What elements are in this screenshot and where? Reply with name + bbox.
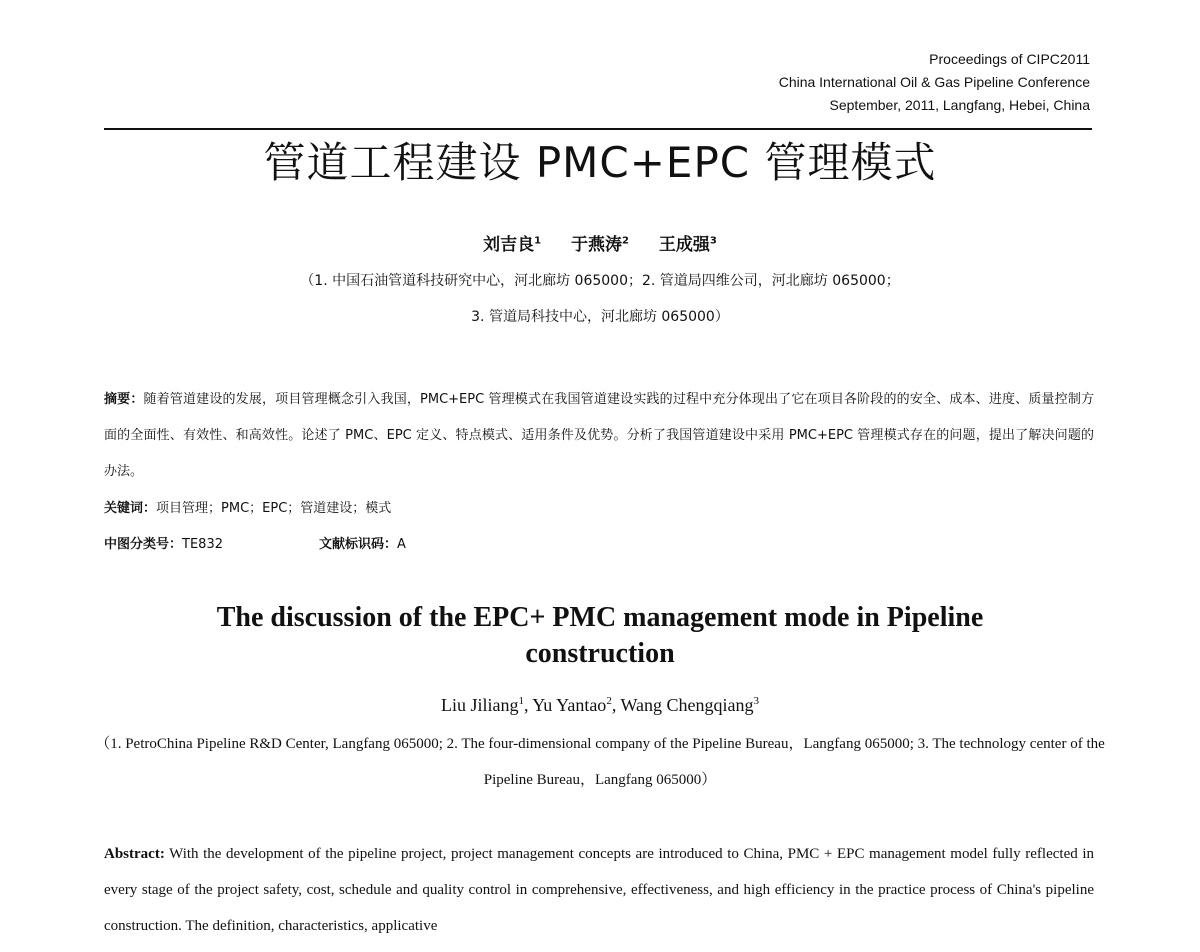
header-date-location: September, 2011, Langfang, Hebei, China <box>829 97 1090 113</box>
cn-author: 刘吉良$^1$ <box>483 234 542 255</box>
en-author: Yu Yantao$^2$, <box>532 695 621 715</box>
cn-author: 于燕涛$^2$ <box>571 234 629 255</box>
cn-affiliation-line2: 3. 管道局科技中心，河北廊坊 065000） <box>471 309 729 325</box>
cn-keywords <box>104 498 391 520</box>
header-rule <box>104 128 1092 130</box>
cn-abstract <box>104 382 1094 490</box>
en-authors <box>0 688 1200 718</box>
cn-classification <box>104 534 406 556</box>
en-abstract-text: With the development of the pipeline project, project management concepts are introduced to China, PMC + EPC management model fully reflected in every stage of the project safety, cost, schedule and quality control in comprehensive, effectiveness, and high efficiency in the practice process of China's pipeline construction. The definition, characteristics, applicative <box>104 846 1094 934</box>
cn-doc-code-label: 文献标识码： <box>318 537 397 552</box>
cn-title: 管道工程建设 PMC+EPC 管理模式 <box>263 138 937 187</box>
cn-abstract-text: 随着管道建设的发展，项目管理概念引入我国，PMC+EPC 管理模式在我国管道建设实践的过程中充分体现出了它在项目各阶段的的安全、成本、进度、质量控制方面的全面性、有效性、和高效性。论述了 PMC、EPC 定义、特点模式、适用条件及优势。分析了我国管道建设中采用 PMC+EPC 管理模式存在的问题，提出了解决问题的办法。 <box>104 392 1094 479</box>
en-abstract <box>104 836 1094 944</box>
en-affiliation: （1. PetroChina Pipeline R&D Center, Langfang 065000; 2. The four-dimensional company of the Pipeline Bureau，Langfang 065000; 3. The technology center of the Pipeline Bureau，Langfang 065000） <box>95 736 1105 788</box>
header-proceedings: Proceedings of CIPC2011 <box>929 51 1090 67</box>
cn-author: 王成强$^3$ <box>658 234 717 255</box>
cn-abstract-label: 摘要： <box>104 392 144 407</box>
cn-affiliation-line1: （1. 中国石油管道科技研究中心，河北廊坊 065000；2. 管道局四维公司，河北廊坊 065000； <box>300 273 900 289</box>
conference-header <box>779 48 1090 117</box>
cn-keywords-text: 项目管理；PMC；EPC；管道建设；模式 <box>156 501 392 516</box>
cn-authors <box>0 228 1200 258</box>
cn-classification-label: 中图分类号： <box>104 537 183 552</box>
cn-doc-code-value: A <box>397 537 406 552</box>
en-abstract-label: Abstract: <box>104 846 165 862</box>
cn-keywords-label: 关键词： <box>104 501 157 516</box>
en-title: The discussion of the EPC+ PMC management mode in Pipeline construction <box>216 602 984 669</box>
en-author: Wang Chengqiang$^3$ <box>620 695 760 715</box>
en-author: Liu Jiliang$^1$, <box>440 695 533 715</box>
cn-classification-value: TE832 <box>182 537 223 552</box>
header-conference-name: China International Oil & Gas Pipeline Conference <box>778 74 1090 90</box>
